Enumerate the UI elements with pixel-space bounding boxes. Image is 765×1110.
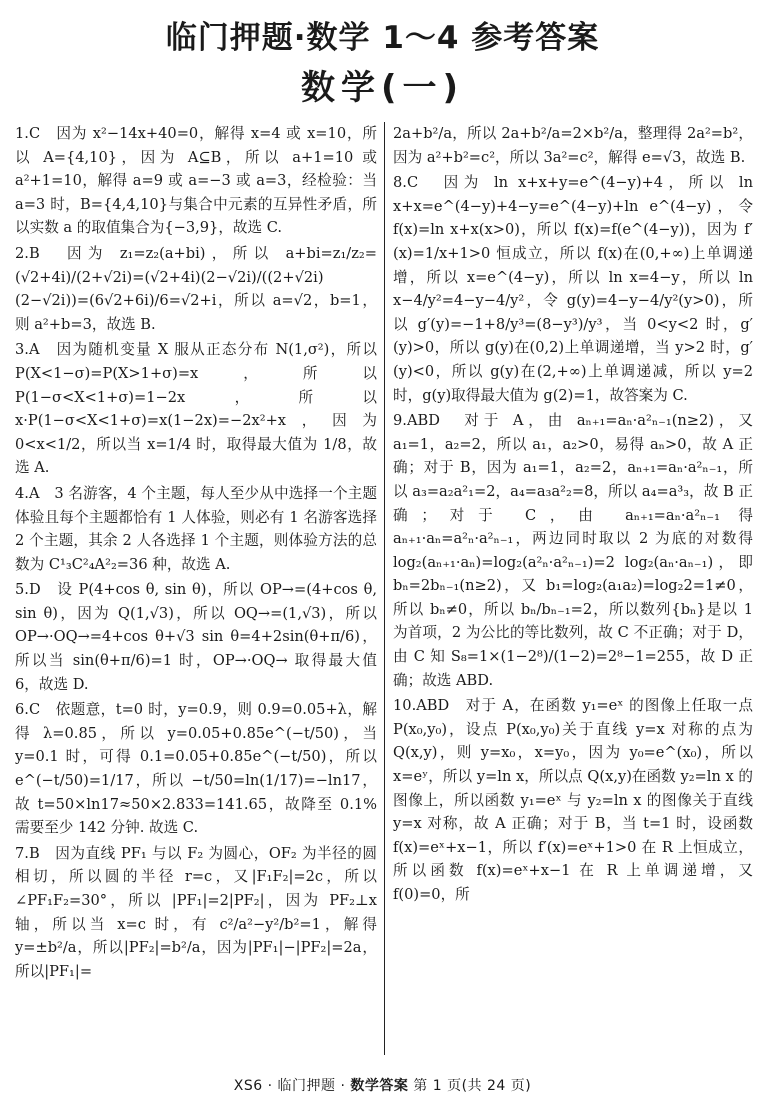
page-footer — [0, 1075, 765, 1095]
right-column — [393, 122, 753, 1057]
answer-text: A 因为随机变量 X 服从正态分布 N(1,σ²)，所以 P(X<1−σ)=P(X>1+σ)=x，所以 P(1−σ<X<1+σ)=1−2x，所以 x·P(1−σ<X<1+σ)=x(1−2x)=−2x²+x，因为 0<x<1/2，所以当 x=1/4 时，取得最大值为 1/8，故选 A. — [15, 341, 377, 477]
footer-separator: · — [267, 1078, 273, 1094]
answer-text: D 设 P(4+cos θ, sin θ)，所以 OP→=(4+cos θ, sin θ)，因为 Q(1,√3)，所以 OQ→=(1,√3)，所以 OP→·OQ→=4+cos θ+√3 sin θ=4+2sin(θ+π/6)，所以当 sin(θ+π/6)=1 时，OP→·OQ→ 取得最大值 6，故选 D. — [15, 581, 377, 693]
answer-item — [15, 242, 377, 336]
answer-number: 10. — [393, 697, 417, 715]
page-title: 临门押题·数学 1～4 参考答案 — [165, 20, 600, 56]
column-divider — [384, 122, 385, 1055]
answer-text: C 因为 ln x+x+y=e^(4−y)+4，所以 ln x+x=e^(4−y)+4−y=e^(4−y)+ln e^(4−y)，令 f(x)=ln x+x(x>0)，所以 f(x)=f(e^(4−y))，因为 f′(x)=1/x+1>0 恒成立，所以 f(x)在(0,+∞)上单调递增，所以 x=e^(4−y)，所以 ln x=4−y，所以 ln x−4/y²=4−y−4/y²，令 g(y)=4−y−4/y²(y>0)，所以 g′(y)=−1+8/y³=(8−y³)/y³，当 0<y<2 时，g′(y)>0，所以 g(y)在(0,2)上单调递增，当 y>2 时，g′(y)<0，所以 g(y)在(2,+∞)上单调递减，所以 y=2 时，g(y)取得最大值为 g(2)=1，故答案为 C. — [393, 174, 753, 404]
answer-number: 3. — [15, 341, 29, 359]
answer-text: ABD 对于 A，由 aₙ₊₁=aₙ·a²ₙ₋₁(n≥2)，又 a₁=1，a₂=2，所以 a₁，a₂>0，易得 aₙ>0，故 A 正确；对于 B，因为 a₁=1，a₂=2，aₙ₊₁=aₙ·a²ₙ₋₁，所以 a₃=a₂a²₁=2，a₄=a₃a²₂=8，所以 a₄=a³₃，故 B 正确；对于 C，由 aₙ₊₁=aₙ·a²ₙ₋₁ 得 aₙ₊₁·aₙ=a²ₙ·a²ₙ₋₁，两边同时取以 2 为底的对数得 log₂(aₙ₊₁·aₙ)=log₂(a²ₙ·a²ₙ₋₁)=2 log₂(aₙ·aₙ₋₁)，即 bₙ=2bₙ₋₁(n≥2)，又 b₁=log₂(a₁a₂)=log₂2=1≠0，所以 bₙ≠0，所以 bₙ/bₙ₋₁=2，所以数列{bₙ}是以 1 为首项，2 为公比的等比数列，故 C 不正确；对于 D，由 C 知 S₈=1×(1−2⁸)/(1−2)=2⁸−1=255，故 D 正确；故选 ABD. — [393, 412, 753, 689]
answer-text: B 因为 z₁=z₂(a+bi)，所以 a+bi=z₁/z₂=(√2+4i)/(2+√2i)=(√2+4i)(2−√2i)/((2+√2i)(2−√2i))=(6√2+6i)/6=√2+i，所以 a=√2，b=1，则 a²+b=3，故选 B. — [15, 244, 377, 333]
answer-item — [393, 122, 753, 169]
answer-number: 8. — [393, 174, 407, 192]
footer-label: 临门押题 — [277, 1078, 336, 1094]
page-subtitle: 数学(一) — [300, 68, 465, 108]
footer-section: 数学答案 — [350, 1078, 409, 1094]
answer-item — [15, 698, 377, 840]
footer-code: XS6 — [233, 1078, 263, 1094]
answer-item — [15, 482, 377, 576]
footer-separator: · — [340, 1078, 346, 1094]
answer-number: 6. — [15, 701, 29, 719]
answer-item — [15, 338, 377, 480]
answer-text: ABD 对于 A，在函数 y₁=eˣ 的图像上任取一点 P(x₀,y₀)，设点 P(x₀,y₀)关于直线 y=x 对称的点为 Q(x,y)，则 y=x₀，x=y₀，因为 y₀=e^(x₀)，所以 x=eʸ，所以 y=ln x，所以点 Q(x,y)在函数 y₂=ln x 的图像上，所以函数 y₁=eˣ 与 y₂=ln x 的图像关于直线 y=x 对称，故 A 正确；对于 B，当 t=1 时，设函数 f(x)=eˣ+x−1，所以 f′(x)=eˣ+1>0 在 R 上恒成立，所以函数 f(x)=eˣ+x−1 在 R 上单调递增，又 f(0)=0，所 — [393, 697, 753, 903]
left-column — [15, 122, 377, 1057]
answer-number: 1. — [15, 125, 29, 142]
answer-number: 5. — [15, 581, 29, 599]
answer-number: 4. — [15, 484, 29, 502]
answer-text: 2a+b²/a，所以 2a+b²/a=2×b²/a，整理得 2a²=b²，因为 a²+b²=c²，所以 3a²=c²，解得 e=√3，故选 B. — [393, 125, 753, 166]
answer-text: B 因为直线 PF₁ 与以 F₂ 为圆心，OF₂ 为半径的圆相切，所以圆的半径 r=c，又|F₁F₂|=2c，所以 ∠PF₁F₂=30°，所以 |PF₁|=2|PF₂|，因为 PF₂⊥x 轴，所以当 x=c 时，有 c²/a²−y²/b²=1，解得 y=±b²/a，所以|PF₂|=b²/a，因为|PF₁|−|PF₂|=2a，所以|PF₁|= — [15, 844, 377, 980]
answer-text: C 依题意，t=0 时，y=0.9，则 0.9=0.05+λ，解得 λ=0.85，所以 y=0.05+0.85e^(−t/50)，当 y=0.1 时，可得 0.1=0.05+0.85e^(−t/50)，所以 e^(−t/50)=1/17，所以 −t/50=ln(1/17)=−ln17，故 t=50×ln17≈50×2.833=141.65，故降至 0.1% 需要至少 142 分钟. 故选 C. — [15, 701, 377, 837]
answer-item — [393, 171, 753, 407]
answer-number: 7. — [15, 844, 29, 862]
answer-item — [15, 842, 377, 984]
answer-item — [393, 694, 753, 906]
footer-page-number: 第 1 页(共 24 页) — [413, 1078, 532, 1094]
answer-text: A 3 名游客，4 个主题，每人至少从中选择一个主题体验且每个主题都恰有 1 人体验，则必有 1 名游客选择 2 个主题，其余 2 人各选择 1 个主题，则体验方法的总数为 C¹₃C²₄A²₂=36 种，故选 A. — [15, 484, 377, 573]
answer-text: C 因为 x²−14x+40=0，解得 x=4 或 x=10，所以 A={4,10}，因为 A⊆B，所以 a+1=10 或 a²+1=10，解得 a=9 或 a=−3 或 a=3，经检验：当 a=3 时，B={4,4,10}与集合中元素的互异性矛盾，所以实数 a 的取值集合为{−3,9}，故选 C. — [15, 125, 377, 237]
answer-number: 2. — [15, 244, 29, 262]
answer-item — [15, 578, 377, 696]
answer-item — [15, 122, 377, 240]
answer-number: 9. — [393, 412, 407, 430]
answer-item — [393, 409, 753, 692]
